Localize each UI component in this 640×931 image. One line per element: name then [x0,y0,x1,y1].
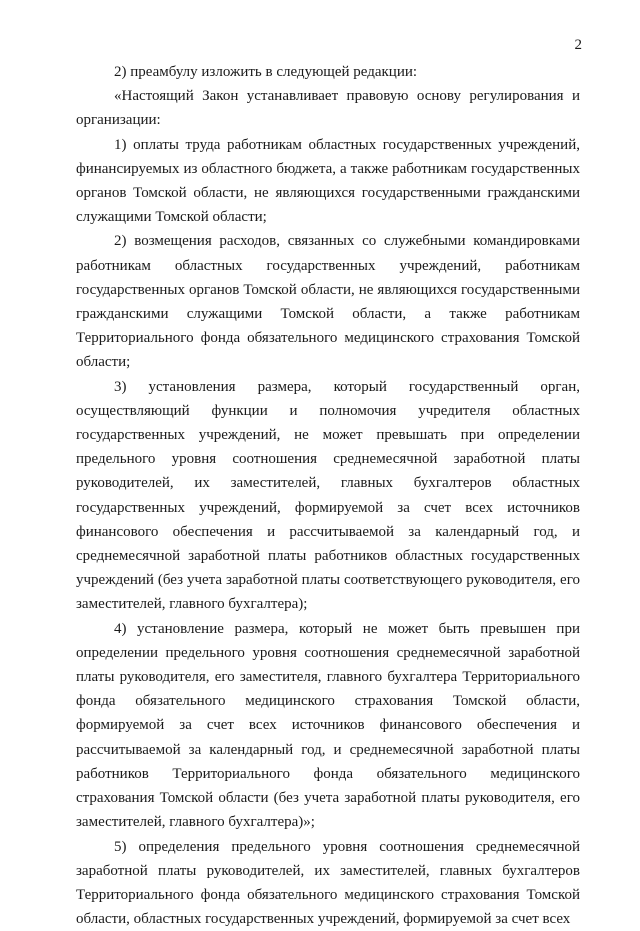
paragraph-law-intro: «Настоящий Закон устанавливает правовую основу регулирования и организации: [76,84,580,132]
document-body [76,60,580,931]
paragraph-item-5: 5) определения предельного уровня соотношения среднемесячной заработной платы руководителей, их заместителей, главных бухгалтеров Территориального фонда обязательного медицинского страхования Томской области, областных государственных учреждений, формируемой за счет всех [76,835,580,931]
paragraph-item-3: 3) установления размера, который государственный орган, осуществляющий функции и полномочия учредителя областных государственных учреждений, не может превышать при определении предельного уровня соотношения среднемесячной заработной платы руководителей, их заместителей, главных бухгалтеров областных государственных учреждений, формируемой за счет всех источников финансового обеспечения и рассчитываемой за календарный год, и среднемесячной заработной платы работников областных государственных учреждений (без учета заработной платы соответствующего руководителя, его заместителей, главного бухгалтера); [76,375,580,617]
paragraph-item-2: 2) возмещения расходов, связанных со служебными командировками работникам областных государственных учреждений, работникам государственных органов Томской области, не являющихся государственными гражданскими служащими Томской области, а также работникам Территориального фонда обязательного медицинского страхования Томской области; [76,229,580,374]
paragraph-preamble-instruction: 2) преамбулу изложить в следующей редакции: [76,60,580,84]
paragraph-item-1: 1) оплаты труда работникам областных государственных учреждений, финансируемых из областного бюджета, а также работникам государственных органов Томской области, не являющихся государственными гражданскими служащими Томской области; [76,133,580,230]
paragraph-item-4: 4) установление размера, который не может быть превышен при определении предельного уровня соотношения среднемесячной заработной платы руководителя, его заместителя, главного бухгалтера Территориального фонда обязательного медицинского страхования Томской области, формируемой за счет всех источников финансового обеспечения и рассчитываемой за календарный год, и среднемесячной заработной платы работников Территориального фонда обязательного медицинского страхования Томской области (без учета заработной платы руководителя, его заместителей, главного бухгалтера)»; [76,617,580,835]
page-number: 2 [575,38,583,53]
